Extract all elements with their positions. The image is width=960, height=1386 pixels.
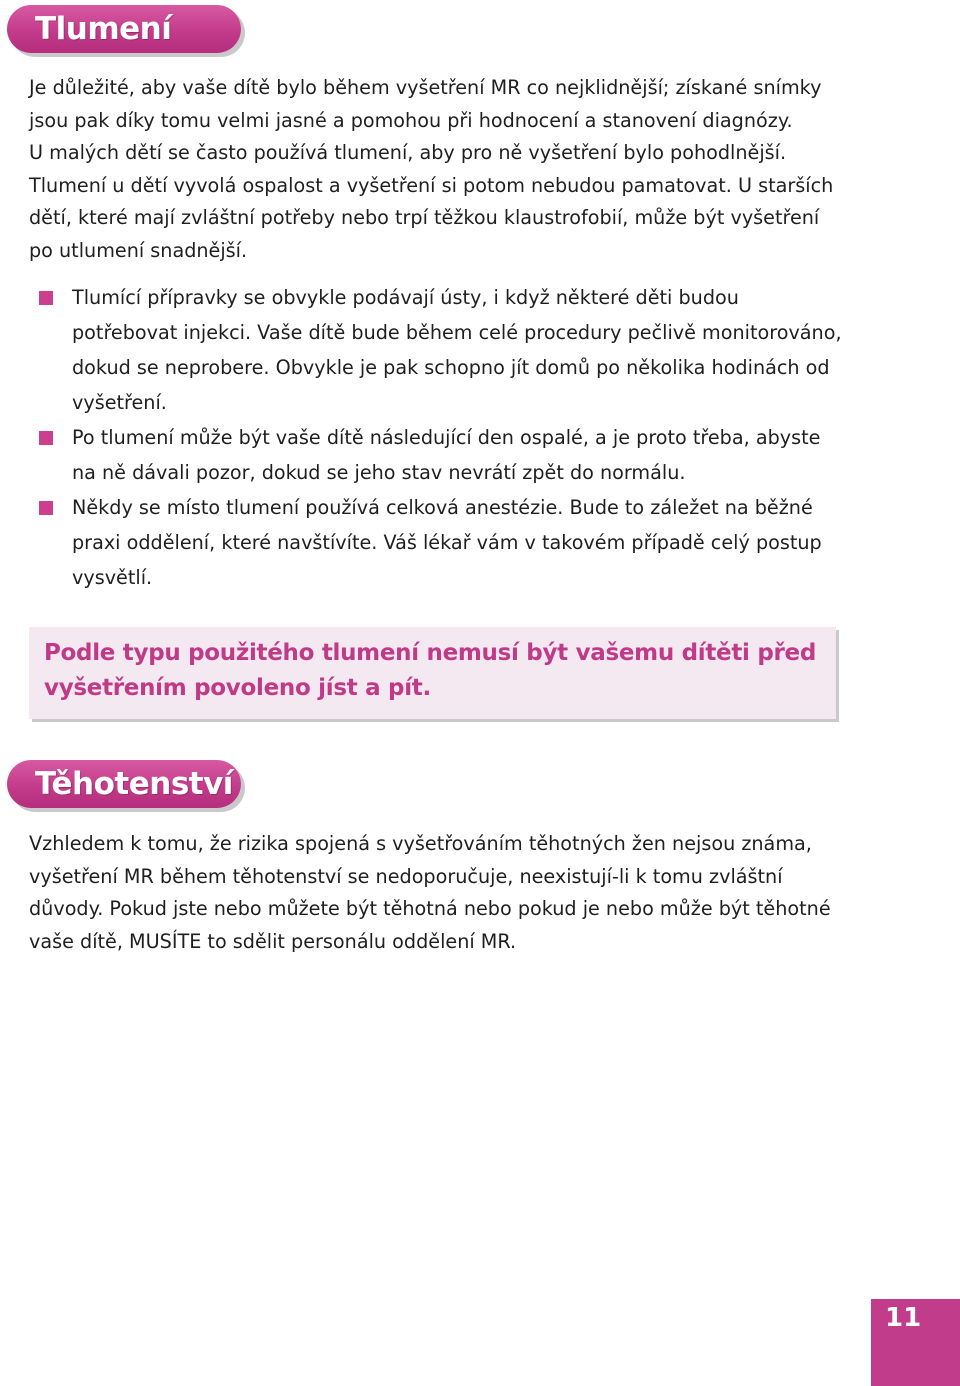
sedation-bullet-list	[38, 280, 918, 595]
note-line: vyšetřením povoleno jíst a pít.	[44, 675, 431, 701]
section-heading-pregnancy	[7, 760, 241, 808]
paragraph-line: důvody. Pokud jste nebo můžete být těhotná nebo pokud je nebo může být těhotné	[29, 897, 831, 921]
list-item-line: na ně dávali pozor, dokud se jeho stav nevrátí zpět do normálu.	[72, 461, 686, 484]
list-item	[38, 420, 918, 490]
page-number: 11	[885, 1303, 922, 1333]
list-item-line: Po tlumení může být vaše dítě následující den ospalé, a je proto třeba, abyste	[72, 426, 821, 449]
square-bullet-icon	[39, 291, 53, 305]
list-item-line: vysvětlí.	[72, 566, 153, 589]
pregnancy-heading-text: Těhotenství	[35, 766, 233, 802]
list-item-line: potřebovat injekci. Vaše dítě bude během celé procedury pečlivě monitorováno,	[72, 321, 842, 344]
list-item-line: dokud se neprobere. Obvykle je pak schopno jít domů po několika hodinách od	[72, 356, 830, 379]
note-line: Podle typu použitého tlumení nemusí být vašemu dítěti před	[44, 640, 817, 666]
list-item-line: praxi oddělení, které navštívíte. Váš lékař vám v takovém případě celý postup	[72, 531, 822, 554]
paragraph-line: po utlumení snadnější.	[29, 238, 248, 262]
paragraph-line: Tlumení u dětí vyvolá ospalost a vyšetření si potom nebudou pamatovat. U starších	[29, 173, 834, 197]
square-bullet-icon	[39, 501, 53, 515]
sedation-intro-paragraph	[29, 72, 909, 268]
list-item	[38, 490, 918, 595]
paragraph-line: Je důležité, aby vaše dítě bylo během vyšetření MR co nejklidnější; získané snímky	[29, 76, 822, 99]
sedation-note-box	[29, 627, 836, 719]
section-heading-sedation	[7, 5, 241, 53]
square-bullet-icon	[39, 431, 53, 445]
list-item-line: vyšetření.	[72, 391, 167, 414]
sedation-note-text	[44, 636, 829, 706]
paragraph-line: Vzhledem k tomu, že rizika spojená s vyšetřováním těhotných žen nejsou známa,	[29, 832, 812, 855]
paragraph-line: jsou pak díky tomu velmi jasné a pomohou při hodnocení a stanovení diagnózy.	[29, 108, 793, 132]
paragraph-line: dětí, které mají zvláštní potřeby nebo trpí těžkou klaustrofobií, může být vyšetření	[29, 206, 820, 230]
page-number-tab	[871, 1299, 960, 1386]
paragraph-line: vaše dítě, MUSÍTE to sdělit personálu oddělení MR.	[29, 929, 517, 953]
pregnancy-paragraph	[29, 828, 909, 958]
list-item-line: Někdy se místo tlumení používá celková anestézie. Bude to záležet na běžné	[72, 496, 813, 519]
sedation-heading-text: Tlumení	[35, 11, 172, 47]
list-item	[38, 280, 918, 420]
paragraph-line: vyšetření MR během těhotenství se nedoporučuje, neexistují-li k tomu zvláštní	[29, 864, 783, 888]
list-item-line: Tlumící přípravky se obvykle podávají ústy, i když některé děti budou	[72, 286, 739, 309]
paragraph-line: U malých dětí se často používá tlumení, aby pro ně vyšetření bylo pohodlnější.	[29, 141, 787, 165]
